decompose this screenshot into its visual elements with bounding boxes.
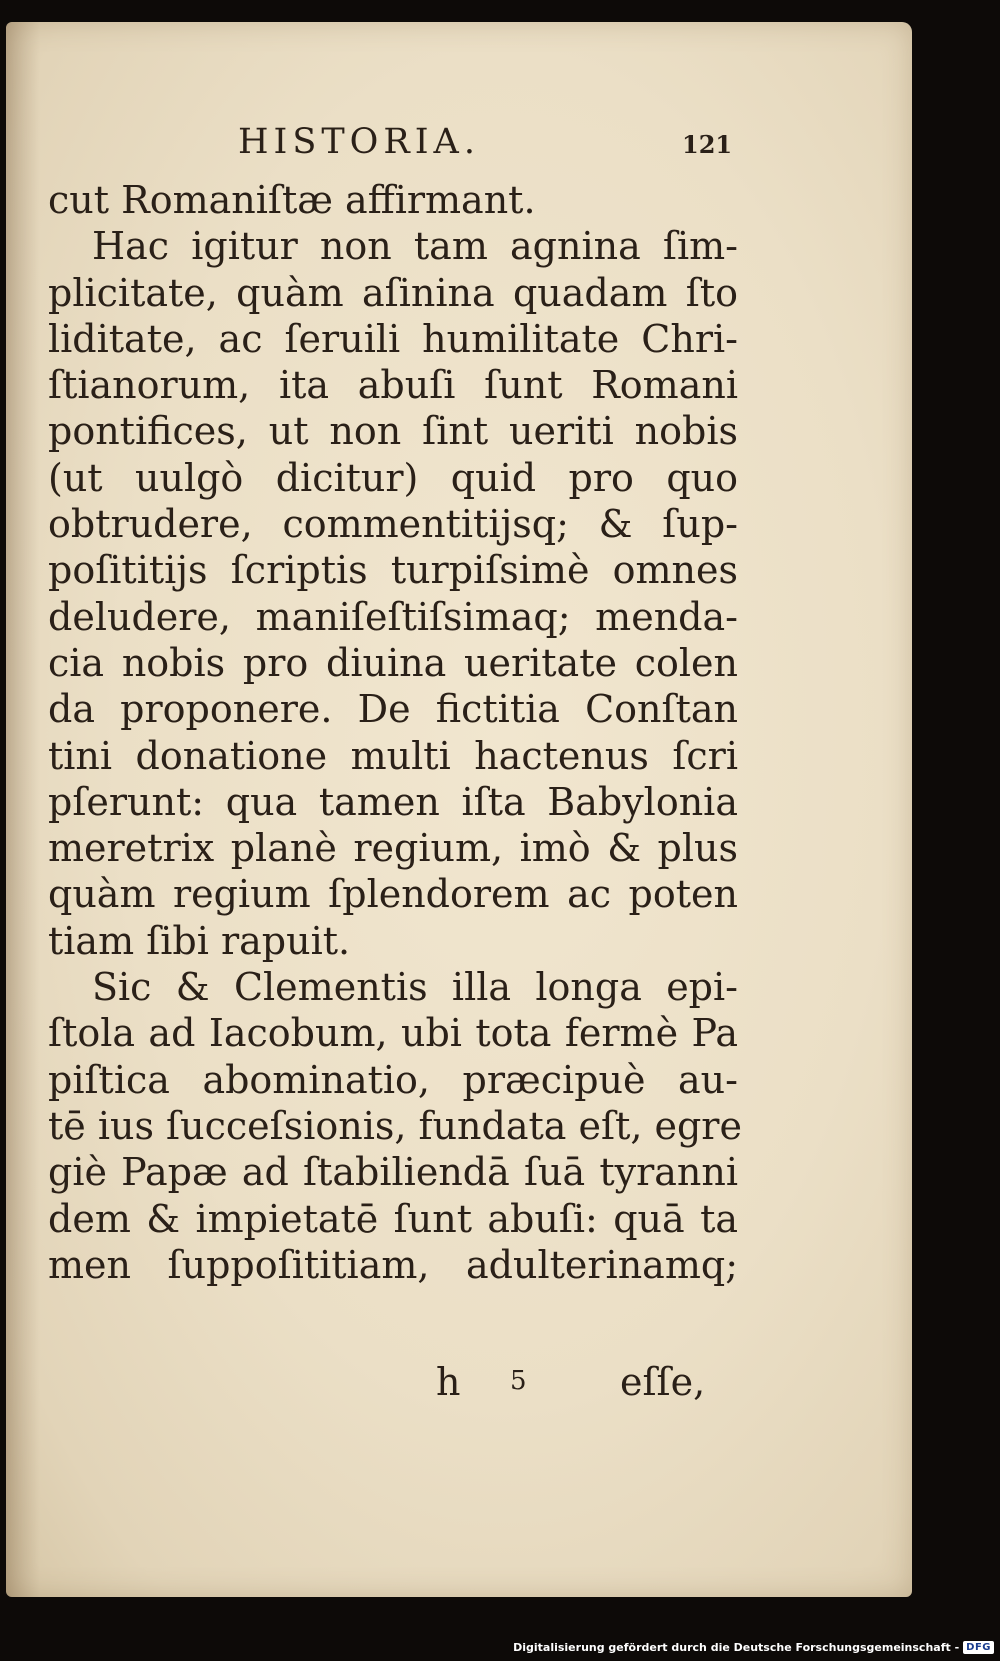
text-line: pſerunt: qua tamen iſta Babylonia: [48, 779, 738, 824]
text-line: pontifices, ut non ſint ueriti nobis: [48, 409, 738, 454]
text-line: deludere, maniſeſtiſsimaq; menda-: [48, 594, 738, 639]
text-line: quàm regium ſplendorem ac poten: [48, 872, 738, 917]
text-line: cut Romaniſtæ affirmant.: [48, 178, 536, 222]
credit-text: Digitalisierung gefördert durch die Deutsche Forschungsgemeinschaft -: [513, 1640, 960, 1654]
catchline: [6, 1360, 912, 1410]
text-line: meretrix planè regium, imò & plus: [48, 826, 738, 871]
text-line: liditate, ac ſeruili humilitate Chri-: [48, 316, 738, 361]
page-number: 121: [682, 130, 733, 159]
text-line: giè Papæ ad ſtabiliendā ſuā tyranni: [48, 1150, 738, 1195]
digitization-credit: [513, 1637, 994, 1657]
body-text: [48, 177, 742, 1288]
text-line: tini donatione multi hactenus ſcri: [48, 733, 738, 778]
text-line: dem & impietatē ſunt abuſi: quā ta: [48, 1196, 738, 1241]
text-line: ſtianorum, ita abuſi ſunt Romani: [48, 363, 738, 408]
catchword: eſſe,: [620, 1360, 706, 1404]
signature-mark: h: [436, 1360, 461, 1404]
text-line: da proponere. De fictitia Conſtan: [48, 687, 738, 732]
text-line: tiam ſibi rapuit.: [48, 918, 351, 963]
text-line: ſtola ad Iacobum, ubi tota fermè Pa: [48, 1011, 738, 1056]
text-line: obtrudere, commentitijsq; & ſup-: [48, 502, 738, 547]
book-page: [6, 22, 912, 1597]
text-line: cia nobis pro diuina ueritate colen: [48, 640, 738, 685]
text-line: poſititijs ſcriptis turpiſsimè omnes: [48, 548, 738, 593]
dfg-logo-icon: DFG: [963, 1641, 994, 1654]
text-line: (ut uulgò dicitur) quid pro quo: [48, 455, 738, 500]
text-line: plicitate, quàm aſinina quadam ſto: [48, 270, 738, 315]
signature-number: 5: [510, 1366, 527, 1396]
text-line: Hac igitur non tam agnina ſim-: [92, 224, 738, 269]
running-head: [6, 122, 912, 182]
text-line: Sic & Clementis illa longa epi-: [92, 965, 738, 1010]
running-head-title: HISTORIA.: [238, 122, 480, 162]
text-line: piſtica abominatio, præcipuè au-: [48, 1057, 738, 1102]
text-line: tē ius ſucceſsionis, fundata eſt, egre: [48, 1103, 742, 1148]
text-line: men ſuppoſititiam, adulterinamq;: [48, 1242, 738, 1287]
